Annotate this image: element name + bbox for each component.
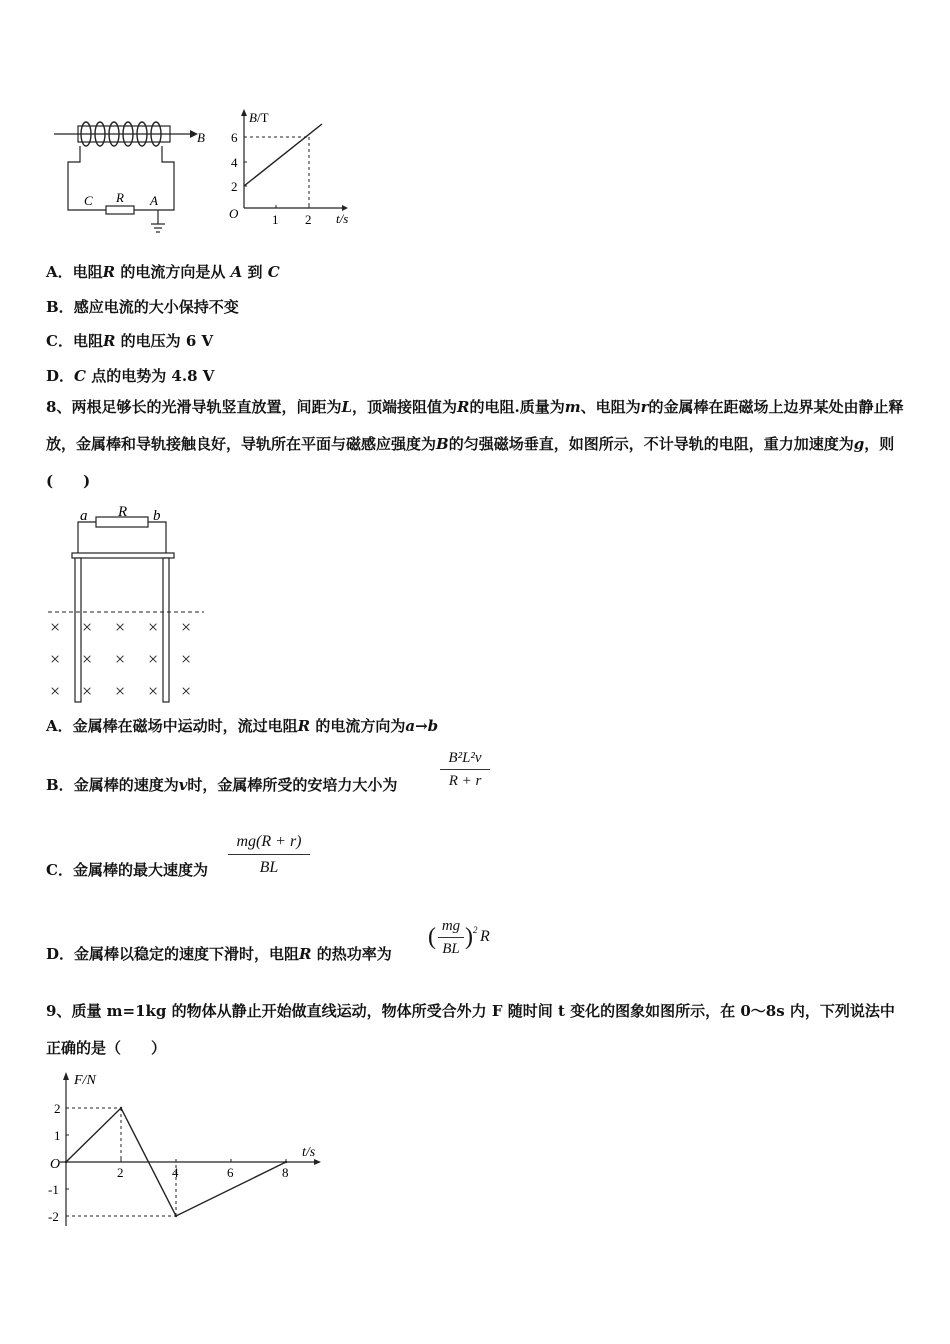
fraction-denominator: R + r: [448, 773, 482, 789]
q7-ytick: 6: [231, 130, 238, 145]
q8-option-d-expression: ( $\frac{mg}{BL}$ ) 2 R: [428, 918, 490, 957]
field-cross-mark: ×: [115, 617, 126, 637]
q8-label-b: b: [153, 508, 161, 524]
fraction-numerator: mg: [438, 918, 464, 938]
field-cross-mark: ×: [82, 617, 93, 637]
q7-circuit-figure: [50, 112, 220, 242]
fraction-denominator: BL: [442, 941, 460, 957]
q8-option-c-fraction: [228, 833, 310, 877]
field-cross-mark: ×: [148, 681, 159, 701]
fraction-numerator: B²L²v: [440, 750, 490, 770]
data-point: [175, 1215, 177, 1217]
data-point: [120, 1107, 122, 1109]
q9-ft-chart: [44, 1066, 334, 1230]
y-tick-label: -2: [48, 1209, 59, 1224]
q8-option-d-tail: R: [480, 928, 490, 945]
field-cross-mark: ×: [115, 681, 126, 701]
data-point: [65, 1161, 67, 1163]
q7-option-b[interactable]: B．感应电流的大小保持不变: [46, 298, 239, 316]
q7-ytick: 4: [231, 155, 238, 170]
field-cross-mark: ×: [50, 617, 61, 637]
q8-option-c[interactable]: C．金属棒的最大速度为: [46, 861, 208, 879]
q8-option-b-fraction: [440, 750, 490, 790]
q7-ytick: 2: [231, 179, 238, 194]
q7-label-r: R: [116, 190, 124, 205]
q8-label-a: a: [80, 508, 88, 524]
field-cross-mark: ×: [181, 649, 192, 669]
x-tick-label: 6: [227, 1165, 234, 1180]
q7-label-a: A: [150, 193, 158, 208]
field-cross-mark: ×: [50, 681, 61, 701]
x-tick-label: 2: [117, 1165, 124, 1180]
origin-label: O: [50, 1157, 61, 1172]
q7-option-d[interactable]: D．C 点的电势为 4.8 V: [46, 367, 215, 385]
y-tick-label: 2: [54, 1101, 61, 1116]
y-axis-arrow: [63, 1072, 69, 1080]
x-axis-label: t/s: [302, 1145, 316, 1160]
q8-option-a[interactable]: A．金属棒在磁场中运动时，流过电阻R 的电流方向为a→b: [46, 717, 439, 735]
fraction-denominator: BL: [259, 859, 279, 876]
q7-option-c[interactable]: C．电阻R 的电压为 6 V: [46, 332, 214, 350]
q7-label-c: C: [84, 193, 93, 208]
data-point: [285, 1161, 287, 1163]
q7-graph-xlabel: t/s: [336, 211, 349, 226]
y-axis-label: F/N: [74, 1073, 96, 1088]
field-cross-mark: ×: [50, 649, 61, 669]
y-tick-label: 1: [54, 1128, 61, 1143]
q7-bt-graph: [224, 108, 364, 233]
field-cross-mark: ×: [115, 649, 126, 669]
field-cross-mark: ×: [148, 617, 159, 637]
field-cross-mark: ×: [82, 649, 93, 669]
field-cross-mark: ×: [148, 649, 159, 669]
x-tick-label: 8: [282, 1165, 289, 1180]
q7-bt-line: [244, 124, 322, 186]
q7-option-a[interactable]: A．电阻R 的电流方向是从 A 到 C: [46, 263, 280, 281]
q8-label-r: R: [118, 504, 128, 520]
q9-stem: 9、质量 m=1kg 的物体从静止开始做直线运动，物体所受合外力 F 随时间 t 变化的图象如图所示，在 0～8s 内，下列说法中正确的是（ ）: [46, 1002, 895, 1057]
q8-stem: 8、两根足够长的光滑导轨竖直放置，间距为L，顶端接阻值为R的电阻.质量为m、电阻为r的金属棒在距磁场上边界某处由静止释放，金属棒和导轨接触良好，导轨所在平面与磁感应强度为B的匀强磁场垂直，如图所示，不计导轨的电阻，重力加速度为g，则( ): [46, 398, 904, 490]
field-cross-mark: ×: [181, 681, 192, 701]
q7-graph-ylabel: B/T: [249, 110, 269, 125]
q8-rail-figure: [44, 502, 209, 704]
q8-option-d[interactable]: D．金属棒以稳定的速度下滑时，电阻R 的热功率为: [46, 945, 392, 963]
q7-graph-origin: O: [229, 206, 239, 221]
field-cross-mark: ×: [181, 617, 192, 637]
field-cross-mark: ×: [82, 681, 93, 701]
q7-label-b: B: [197, 130, 205, 145]
x-tick-label: 4: [172, 1165, 179, 1180]
q8-option-b[interactable]: B．金属棒的速度为v时，金属棒所受的安培力大小为: [46, 776, 398, 794]
q7-xtick: 2: [305, 212, 312, 227]
q7-xtick: 1: [272, 212, 279, 227]
fraction-numerator: mg(R + r): [228, 833, 310, 855]
y-tick-label: -1: [48, 1182, 59, 1197]
